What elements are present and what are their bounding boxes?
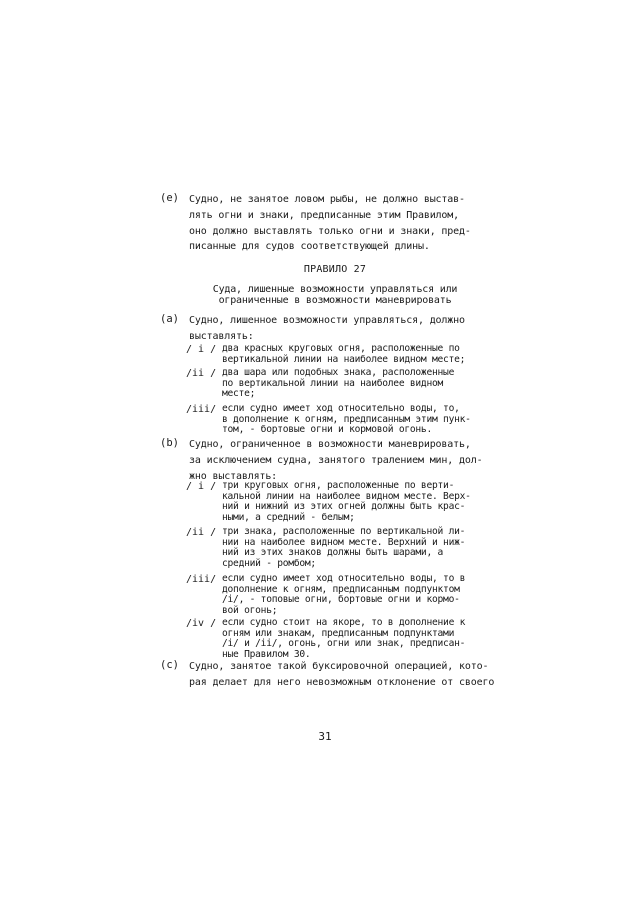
subitem-text <box>222 404 506 436</box>
text-line: /i/, - топовые огни, бортовые огни и кормо- <box>222 594 460 606</box>
subitem-label: /ii / <box>186 527 217 538</box>
paragraph-label: (b) <box>160 437 179 449</box>
subitem-label: /ii / <box>186 368 217 379</box>
text-line: писанные для судов соответствующей длины. <box>189 241 430 253</box>
text-line: нии на наиболее видном месте. Верхний и ниж- <box>222 536 466 548</box>
subitem-a-ii <box>186 368 506 400</box>
text-line: Судно, лишенное возможности управляться, должно <box>189 315 465 326</box>
text-line: жно выставлять: <box>189 470 278 482</box>
subtitle-line: ограниченные в возможности маневрировать <box>218 295 452 306</box>
text-line: ний и нижний из этих огней должны быть крас- <box>222 501 466 513</box>
text-line: два красных круговых огня, расположенные по <box>222 343 460 354</box>
text-line: Судно, занятое такой буксировочной операцией, кото- <box>189 661 489 672</box>
subtitle-line: Суда, лишенные возможности управляться или <box>212 284 458 295</box>
text-line: в дополнение к огням, предписанным этим пунк- <box>222 413 471 425</box>
text-line: дополнение к огням, предписанным подпунктом <box>222 583 460 595</box>
text-line: три круговых огня, расположенные по верти- <box>222 480 455 491</box>
text-line: Судно, ограниченное в возможности маневрировать, <box>189 439 471 450</box>
text-line: два шара или подобных знака, расположенные <box>222 367 455 378</box>
paragraph-b <box>160 437 510 484</box>
text-line: ные Правилом 30. <box>222 648 311 660</box>
paragraph-a <box>160 313 510 345</box>
subitem-a-i <box>186 344 506 365</box>
page-number: 31 <box>318 730 332 743</box>
subitem-text <box>222 574 506 616</box>
text-line: за исключением судна, занятого тралением мин, дол- <box>189 454 483 466</box>
text-line: вой огонь; <box>222 604 278 616</box>
rule-title: ПРАВИЛО 27 <box>303 264 367 275</box>
text-line: если судно стоит на якоре, то в дополнение к <box>222 617 466 628</box>
text-line: по вертикальной линии на наиболее видном <box>222 377 444 389</box>
text-line: если судно имеет ход относительно воды, то, <box>222 403 460 414</box>
paragraph-label: (c) <box>160 659 179 671</box>
subitem-b-iv <box>186 618 506 660</box>
paragraph-label: (e) <box>160 192 179 204</box>
paragraph-text <box>189 659 510 691</box>
text-line: ными, а средний - белым; <box>222 511 355 523</box>
text-line: три знака, расположенные по вертикальной ли- <box>222 526 466 537</box>
subitem-label: / i / <box>186 481 217 492</box>
text-line: огням или знакам, предписанным подпунктами <box>222 627 455 639</box>
paragraph-c <box>160 659 510 691</box>
paragraph-label: (a) <box>160 313 179 325</box>
subitem-b-ii <box>186 527 506 569</box>
subitem-text <box>222 618 506 660</box>
paragraph-text <box>189 192 510 255</box>
paragraph-text <box>189 313 510 345</box>
text-line: месте; <box>222 388 256 400</box>
paragraph-e <box>160 192 510 255</box>
text-line: Судно, не занятое ловом рыбы, не должно выстав- <box>189 194 465 205</box>
subitem-b-iii <box>186 574 506 616</box>
text-line: вертикальной линии на наиболее видном месте; <box>222 353 466 365</box>
text-line: выставлять: <box>189 330 254 342</box>
paragraph-text <box>189 437 510 484</box>
text-line: оно должно выставлять только огни и знаки, пред- <box>189 225 471 237</box>
subitem-text <box>222 368 506 400</box>
text-line: ний из этих знаков должны быть шарами, а <box>222 547 444 559</box>
text-line: том, - бортовые огни и кормовой огонь. <box>222 424 432 436</box>
subitem-label: /iv / <box>186 618 217 629</box>
subitem-text <box>222 344 506 365</box>
text-line: если судно имеет ход относительно воды, то в <box>222 573 466 584</box>
subitem-label: / i / <box>186 344 217 355</box>
subitem-label: /iii/ <box>186 404 217 415</box>
text-line: кальной линии на наиболее видном месте. Верх- <box>222 490 471 502</box>
text-line: рая делает для него невозможным отклонение от своего <box>189 676 495 688</box>
subitem-text <box>222 481 506 523</box>
subitem-label: /iii/ <box>186 574 217 585</box>
rule-subtitle <box>160 284 510 306</box>
subitem-text <box>222 527 506 569</box>
subitem-a-iii <box>186 404 506 436</box>
text-line: /i/ и /ii/, огонь, огни или знак, предписан- <box>222 638 466 650</box>
text-line: средний - ромбом; <box>222 557 316 569</box>
subitem-b-i <box>186 481 506 523</box>
text-line: лять огни и знаки, предписанные этим Правилом, <box>189 209 460 221</box>
